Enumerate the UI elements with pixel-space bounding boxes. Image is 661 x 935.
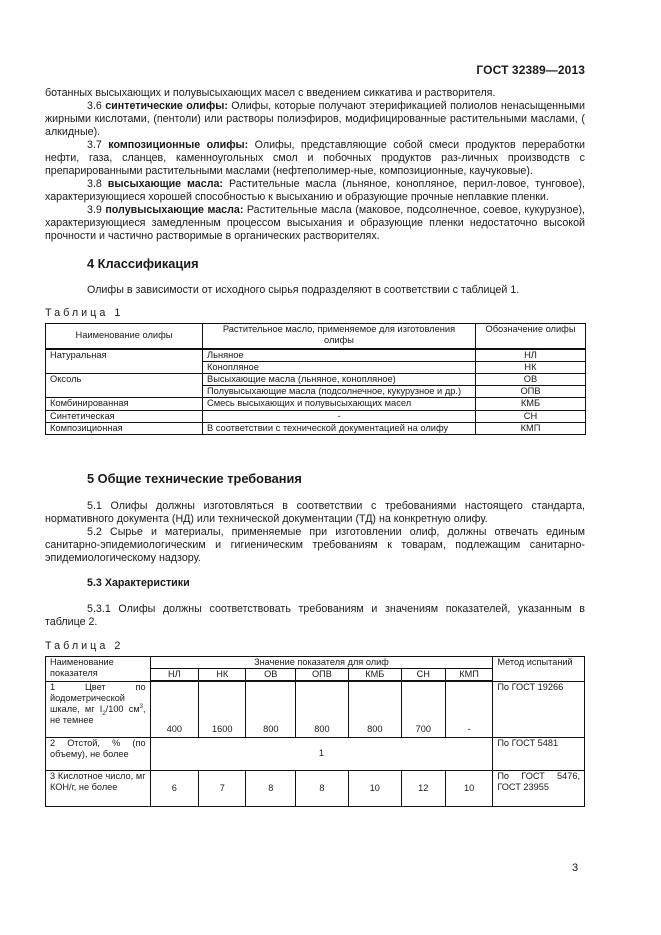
value-cell: 6 [150, 770, 199, 806]
section-4-title: 4 Классификация [87, 256, 199, 271]
table-row [46, 770, 585, 806]
header-vegetable-oil: Растительное масло, применяемое для изготовления олифы [203, 324, 476, 349]
oil-cell: Льняное [203, 349, 476, 362]
oil-cell: Смесь высыхающих и полувысыхающих масел [203, 398, 476, 410]
code-cell: ОВ [476, 373, 586, 385]
section-5-title: 5 Общие технические требования [87, 471, 302, 486]
subsection-5-3-title: 5.3 Характеристики [87, 577, 190, 589]
value-cell: 8 [246, 770, 296, 806]
definition-text: Растительные масла (льняное, конопляное, перил-ловое, тунговое), характеризующиеся хорошей способностью к высыханию и образующие прочные неплавкие пленки. [45, 178, 585, 204]
header-code-kmb: КМБ [348, 669, 401, 682]
paragraph-3-7 [45, 139, 585, 179]
table-2-characteristics [45, 656, 585, 807]
header-indicator-name: Наименование показателя [46, 657, 151, 682]
table-header-row [46, 324, 586, 349]
paragraph-3-8 [45, 178, 585, 204]
table-row [46, 373, 586, 385]
value-cell: 800 [296, 681, 349, 737]
clause-text: 5.1 Олифы должны изготовляться в соответствии с требованиями настоящего стандарта, нормативного документа (НД) или технической документации (ТД) на конкретную олифу. [45, 500, 585, 526]
paragraph-3-6 [45, 100, 585, 140]
value-cell: 7 [199, 770, 246, 806]
value-cell: - [445, 681, 492, 737]
value-cell: 700 [401, 681, 445, 737]
value-cell: 1600 [199, 681, 246, 737]
value-cell: 800 [348, 681, 401, 737]
olifa-name-cell: Комбинированная [46, 398, 203, 410]
olifa-name-cell: Композиционная [46, 422, 203, 434]
table-1-classification [45, 323, 586, 435]
value-cell-merged: 1 [150, 737, 493, 770]
clause-number: 3.6 [87, 100, 102, 112]
clause-text: 5.2 Сырье и материалы, применяемые при изготовлении олиф, должны отвечать единым санитарно-эпидемиологическим и гигиеническим требованиям к товарам, подлежащим санитарно-эпидемиологическому надзору. [45, 526, 585, 565]
header-indicator-values: Значение показателя для олиф [150, 657, 493, 669]
method-cell: По ГОСТ 19266 [493, 681, 585, 737]
defined-term: полувысыхающие масла: [105, 204, 244, 216]
code-cell: НК [476, 361, 586, 373]
paragraph-5-1 [45, 500, 585, 526]
table-row [46, 398, 586, 410]
paragraph-3-5-continuation: ботанных высыхающих и полувысыхающих масел с введением сиккатива и растворителя. [45, 87, 496, 99]
code-cell: КМП [476, 422, 586, 434]
table-header-row [46, 657, 585, 669]
header-code-kmp: КМП [445, 669, 492, 682]
method-cell: По ГОСТ 5481 [493, 737, 585, 770]
table-row [46, 349, 586, 362]
header-code-sn: СН [401, 669, 445, 682]
value-cell: 800 [246, 681, 296, 737]
defined-term: композиционные олифы: [108, 139, 249, 151]
code-cell: СН [476, 410, 586, 422]
value-cell: 8 [296, 770, 349, 806]
value-cell: 10 [445, 770, 492, 806]
defined-term: синтетические олифы: [105, 100, 228, 112]
indicator-name-cell: 2 Отстой, % (по объему), не более [46, 737, 151, 770]
oil-cell: - [203, 410, 476, 422]
clause-number: 3.8 [87, 178, 102, 190]
definition-text: Растительные масла (маковое, подсолнечное, соевое, кукурузное), характеризующиеся замедленным процессом высыхания и образующие пленки недостаточно высокой прочности и частично растворимые в органических растворителях. [45, 204, 585, 243]
method-cell: По ГОСТ 5476, ГОСТ 23955 [493, 770, 585, 806]
oil-cell: Конопляное [203, 361, 476, 373]
value-cell: 10 [348, 770, 401, 806]
clause-text: 5.3.1 Олифы должны соответствовать требованиям и значениям показателей, указанным в таблице 2. [45, 603, 585, 629]
header-code-nk: НК [199, 669, 246, 682]
code-cell: КМБ [476, 398, 586, 410]
olifa-name-cell: Натуральная [46, 349, 203, 374]
intro-text: Олифы в зависимости от исходного сырья подразделяют в соответствии с таблицей 1. [87, 284, 520, 296]
table-row [46, 737, 585, 770]
table-1-caption: Таблица 1 [45, 307, 124, 319]
header-test-method: Метод испытаний [493, 657, 585, 682]
definition-text: Олифы, представляющие собой смеси продуктов переработки нефти, газа, сланцев, каменноугольных смол и побочных продуктов раз-личных производств с препарированными растительными маслами (нефтеполимер-ные, композиционные, каучуковые). [45, 139, 585, 178]
header-code-nl: НЛ [150, 669, 199, 682]
value-cell: 400 [150, 681, 199, 737]
definition-text: Олифы, которые получают этерификацией полиолов ненасыщенными жирными кислотами, (пентоли) или растворы полиэфиров, модифицированные растительными маслами, ( алкидные). [45, 100, 585, 139]
oil-cell: В соответствии с технической документацией на олифу [203, 422, 476, 434]
indicator-name-cell: 3 Кислотное число, мг КОН/г, не более [46, 770, 151, 806]
olifa-name-cell: Оксоль [46, 373, 203, 397]
table-row [46, 410, 586, 422]
table-row [46, 422, 586, 434]
table-2-caption: Таблица 2 [45, 640, 124, 652]
clause-number: 3.7 [87, 139, 102, 151]
section-4-intro [45, 284, 585, 297]
header-code-opv: ОПВ [296, 669, 349, 682]
header-designation: Обозначение олифы [476, 324, 586, 349]
indicator-name-cell: 1 Цвет по йодометрической шкале, мг $I_2/100$ $см^3$, не темнее [46, 681, 151, 737]
document-code-header: ГОСТ 32389—2013 [476, 63, 585, 77]
header-code-ov: ОВ [246, 669, 296, 682]
oil-cell: Высыхающие масла (льняное, конопляное) [203, 373, 476, 385]
paragraph-3-9 [45, 204, 585, 244]
code-cell: ОПВ [476, 386, 586, 398]
defined-term: высыхающие масла: [107, 178, 223, 190]
value-cell: 12 [401, 770, 445, 806]
page-number: 3 [572, 862, 579, 874]
paragraph-5-3-1 [45, 603, 585, 629]
oil-cell: Полувысыхающие масла (подсолнечное, кукурузное и др.) [203, 386, 476, 398]
clause-number: 3.9 [87, 204, 102, 216]
table-row [46, 681, 585, 737]
header-olifa-name: Наименование олифы [46, 324, 203, 349]
olifa-name-cell: Синтетическая [46, 410, 203, 422]
paragraph-5-2 [45, 526, 585, 566]
code-cell: НЛ [476, 349, 586, 362]
